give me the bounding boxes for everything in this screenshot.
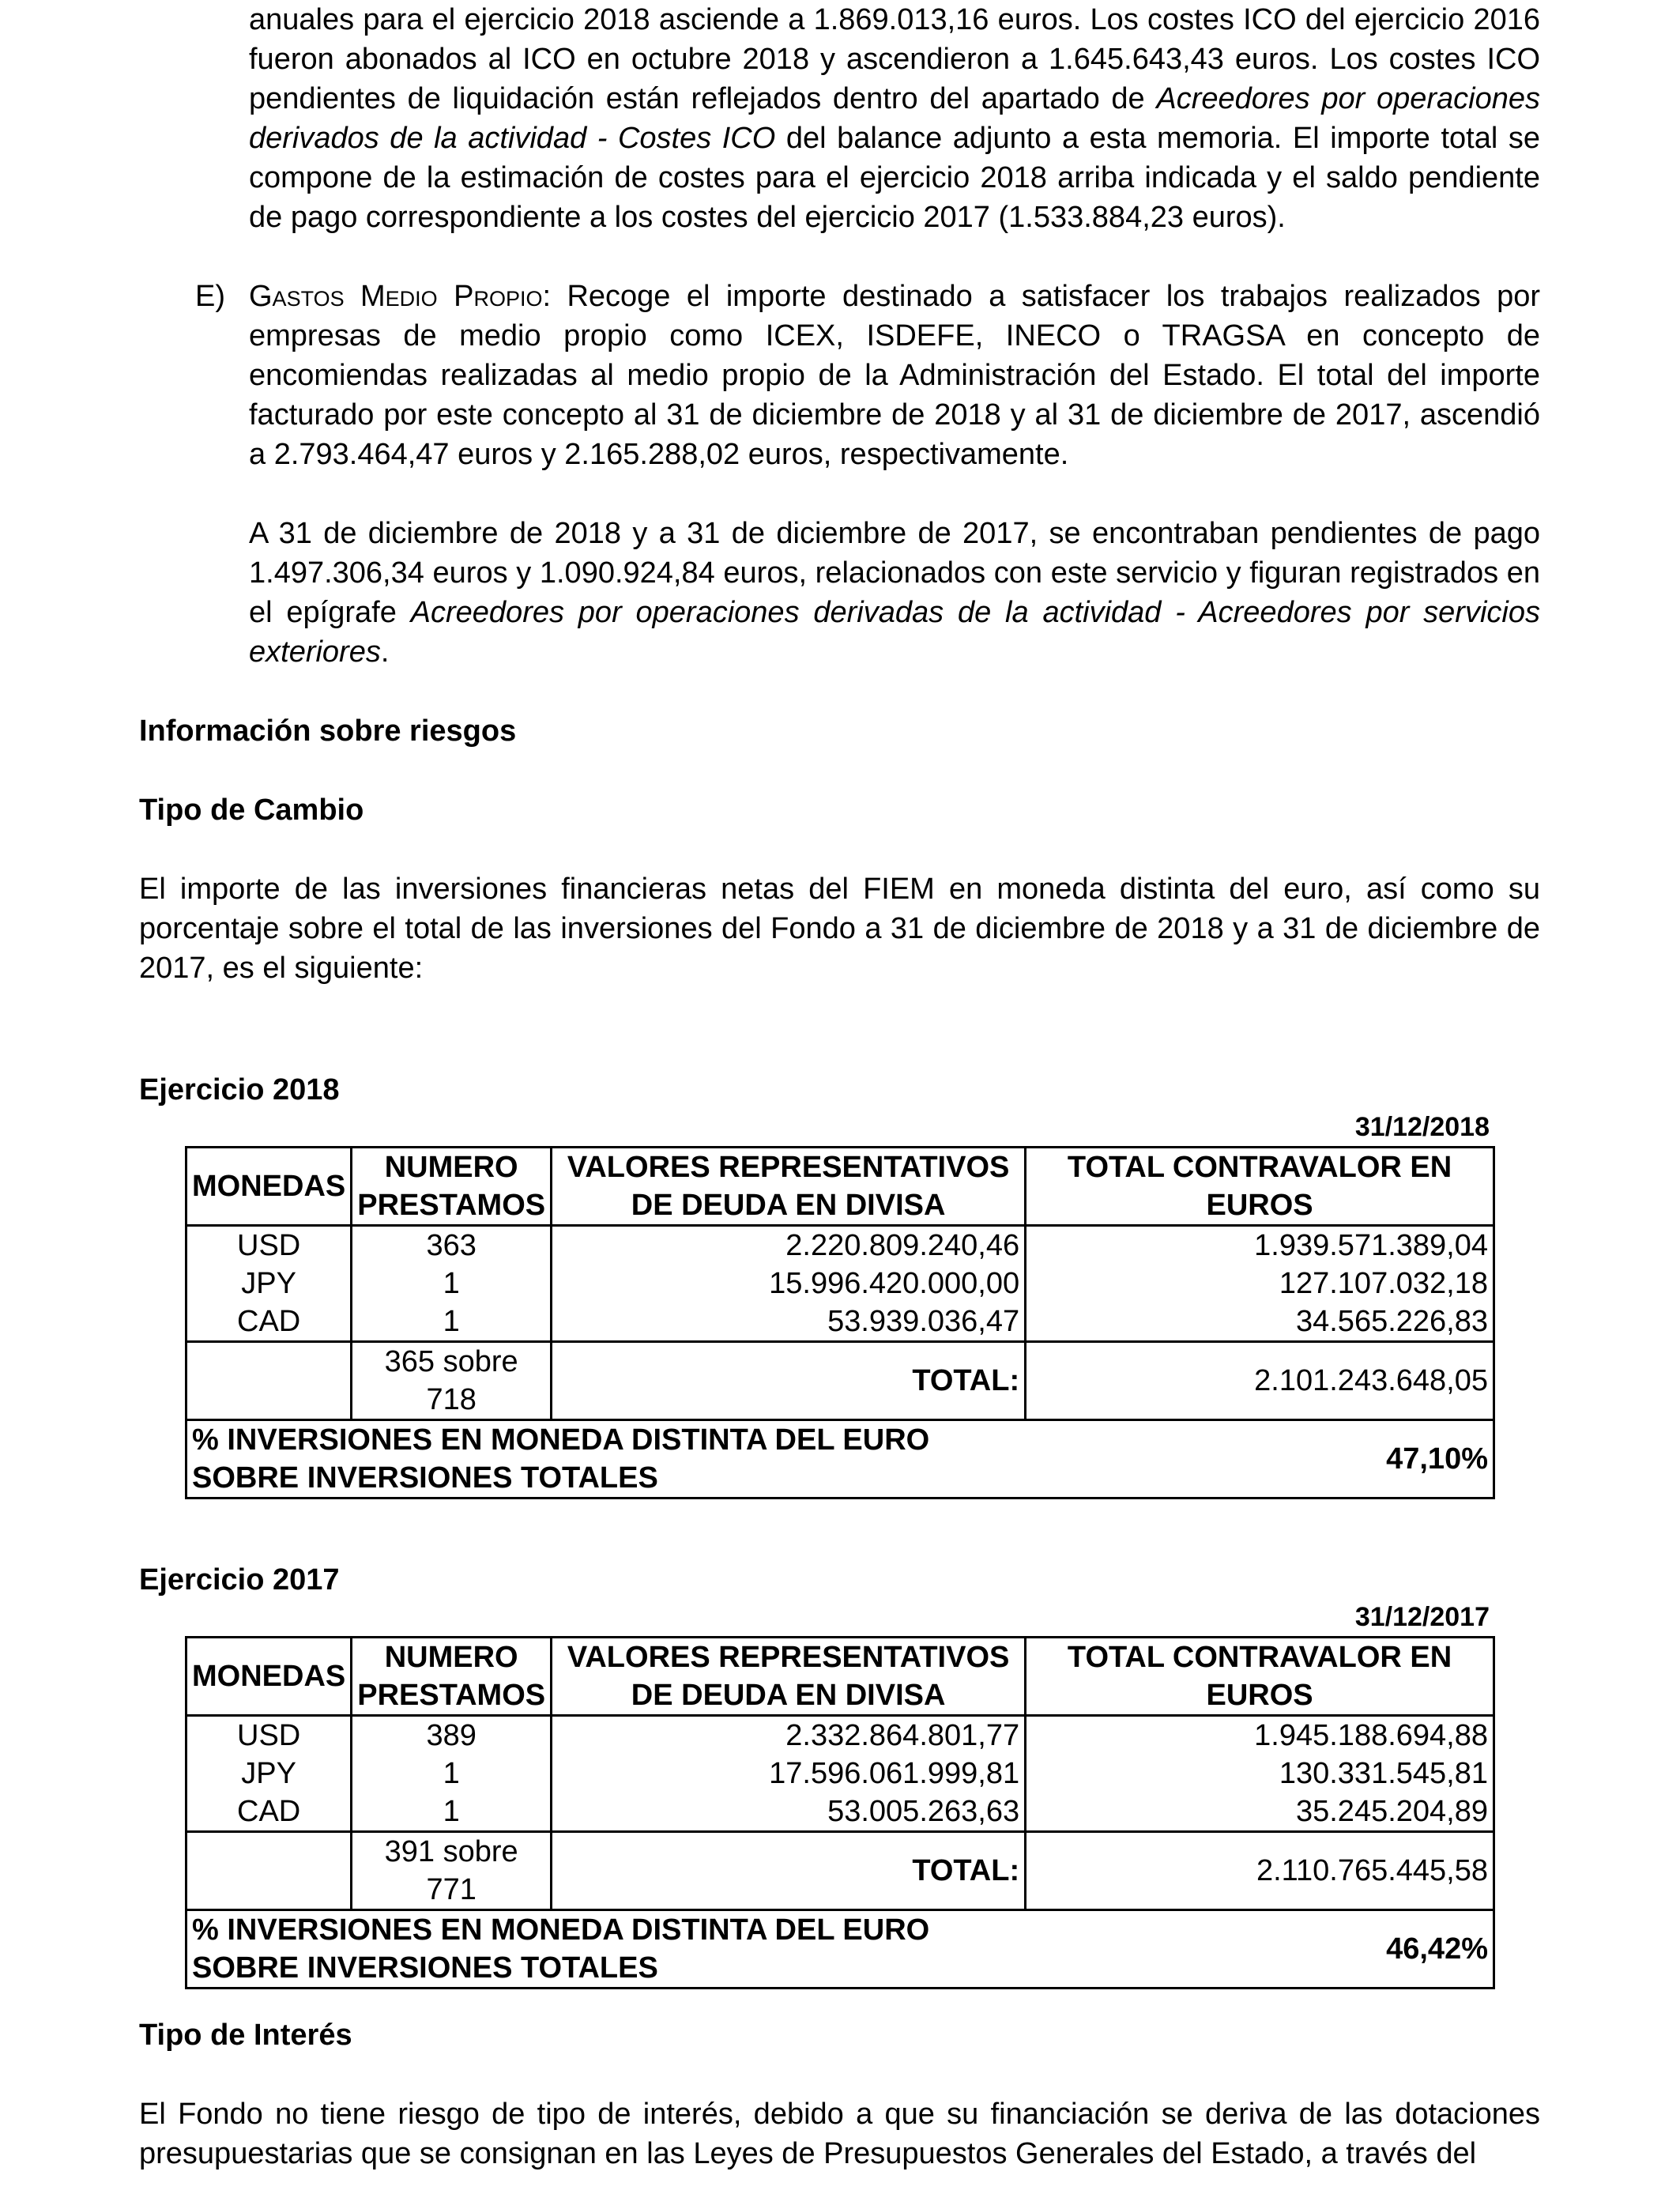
cell-valores: 17.596.061.999,81 bbox=[552, 1755, 1026, 1793]
header-total-contravalor: TOTAL CONTRAVALOR EN EUROS bbox=[1026, 1148, 1494, 1226]
cell-percent-value: 47,10% bbox=[1026, 1420, 1494, 1498]
cell-empty bbox=[186, 1342, 352, 1420]
cell-percent-label: % INVERSIONES EN MONEDA DISTINTA DEL EURO SOBRE INVERSIONES TOTALES bbox=[186, 1910, 1026, 1989]
heading-ejercicio-2018: Ejercicio 2018 bbox=[139, 1073, 340, 1106]
cell-total-label: TOTAL: bbox=[552, 1832, 1026, 1910]
cell-moneda: JPY bbox=[186, 1265, 352, 1302]
cell-numero: 1 bbox=[352, 1755, 552, 1793]
table-header-row bbox=[186, 1148, 1494, 1226]
italic-reference: Acreedores por operaciones derivados de la actividad - Costes ICO bbox=[249, 82, 1540, 155]
paragraph-tipo-interes: El Fondo no tiene riesgo de tipo de interés, debido a que su financiación se deriva de las dotaciones presupuestarias que se consignan en las Leyes de Presupuestos Generales del Estado, a través del bbox=[139, 2098, 1540, 2170]
table-row bbox=[186, 1265, 1494, 1302]
cell-valores: 53.005.263,63 bbox=[552, 1793, 1026, 1832]
header-valores-representativos: VALORES REPRESENTATIVOS DE DEUDA EN DIVISA bbox=[552, 1148, 1026, 1226]
cell-moneda: USD bbox=[186, 1226, 352, 1265]
table-row bbox=[186, 1302, 1494, 1342]
table-row bbox=[186, 1793, 1494, 1832]
cell-percent-label: % INVERSIONES EN MONEDA DISTINTA DEL EURO SOBRE INVERSIONES TOTALES bbox=[186, 1420, 1026, 1498]
cell-moneda: JPY bbox=[186, 1755, 352, 1793]
cell-total: 35.245.204,89 bbox=[1026, 1793, 1494, 1832]
header-monedas: MONEDAS bbox=[186, 1148, 352, 1226]
paragraph-costes-ico bbox=[249, 0, 1540, 237]
table-date-2018: 31/12/2018 bbox=[1354, 1112, 1490, 1142]
table-row bbox=[186, 1755, 1494, 1793]
cell-numero: 1 bbox=[352, 1793, 552, 1832]
heading-ejercicio-2017: Ejercicio 2017 bbox=[139, 1563, 340, 1596]
paragraph-gastos-medio-propio bbox=[249, 277, 1540, 474]
cell-valores: 2.220.809.240,46 bbox=[552, 1226, 1026, 1265]
table-percent-row bbox=[186, 1420, 1494, 1498]
header-total-contravalor: TOTAL CONTRAVALOR EN EUROS bbox=[1026, 1638, 1494, 1716]
currency-table-2018 bbox=[185, 1146, 1495, 1499]
table-total-row bbox=[186, 1342, 1494, 1420]
currency-table-2017 bbox=[185, 1636, 1495, 1989]
paragraph-text: : Recoge el importe destinado a satisfacer los trabajos realizados por empresas de medio propio como ICEX, ISDEFE, INECO o TRAGSA en concepto de encomiendas realizadas al medio propio de la Administración del Estado. El total del importe facturado por este concepto al 31 de diciembre de 2018 y al 31 de diciembre de 2017, ascendió a 2.793.464,47 euros y 2.165.288,02 euros, respectivamente. bbox=[249, 280, 1540, 471]
paragraph-pendientes-pago bbox=[249, 514, 1540, 672]
cell-valores: 15.996.420.000,00 bbox=[552, 1265, 1026, 1302]
header-numero-prestamos: NUMERO PRESTAMOS bbox=[352, 1148, 552, 1226]
header-valores-representativos: VALORES REPRESENTATIVOS DE DEUDA EN DIVISA bbox=[552, 1638, 1026, 1716]
cell-moneda: CAD bbox=[186, 1302, 352, 1342]
paragraph-tipo-cambio: El importe de las inversiones financieras netas del FIEM en moneda distinta del euro, así como su porcentaje sobre el total de las inversiones del Fondo a 31 de diciembre de 2018 y a 31 de diciembre de 2017, es el siguiente: bbox=[139, 873, 1540, 985]
paragraph-text: . bbox=[380, 635, 390, 669]
section-e-title: Gastos Medio Propio bbox=[249, 280, 543, 313]
italic-reference: Acreedores por operaciones derivadas de la actividad - Acreedores por servicios exteriores bbox=[249, 596, 1540, 669]
cell-empty bbox=[186, 1832, 352, 1910]
cell-total: 1.945.188.694,88 bbox=[1026, 1716, 1494, 1755]
table-percent-row bbox=[186, 1910, 1494, 1989]
paragraph-text: anuales para el ejercicio 2018 asciende a 1.869.013,16 euros. Los costes ICO del ejercicio 2016 fueron abonados al ICO en octubre 2018 y ascendieron a 1.645.643,43 euros. Los costes ICO pendientes de liquidación están reflejados dentro del apartado de bbox=[249, 3, 1540, 115]
cell-numero: 1 bbox=[352, 1265, 552, 1302]
cell-moneda: USD bbox=[186, 1716, 352, 1755]
cell-moneda: CAD bbox=[186, 1793, 352, 1832]
cell-numero: 389 bbox=[352, 1716, 552, 1755]
header-numero-prestamos: NUMERO PRESTAMOS bbox=[352, 1638, 552, 1716]
cell-total: 127.107.032,18 bbox=[1026, 1265, 1494, 1302]
cell-valores: 2.332.864.801,77 bbox=[552, 1716, 1026, 1755]
heading-tipo-interes: Tipo de Interés bbox=[139, 2019, 352, 2052]
section-e-label: E) bbox=[195, 280, 225, 313]
cell-total: 1.939.571.389,04 bbox=[1026, 1226, 1494, 1265]
cell-numero: 363 bbox=[352, 1226, 552, 1265]
heading-informacion-riesgos: Información sobre riesgos bbox=[139, 714, 517, 748]
cell-total: 34.565.226,83 bbox=[1026, 1302, 1494, 1342]
table-row bbox=[186, 1716, 1494, 1755]
header-monedas: MONEDAS bbox=[186, 1638, 352, 1716]
cell-total-value: 2.101.243.648,05 bbox=[1026, 1342, 1494, 1420]
cell-valores: 53.939.036,47 bbox=[552, 1302, 1026, 1342]
cell-total: 130.331.545,81 bbox=[1026, 1755, 1494, 1793]
cell-total-value: 2.110.765.445,58 bbox=[1026, 1832, 1494, 1910]
cell-numero: 1 bbox=[352, 1302, 552, 1342]
table-row bbox=[186, 1226, 1494, 1265]
table-total-row bbox=[186, 1832, 1494, 1910]
paragraph-text: A 31 de diciembre de 2018 y a 31 de diciembre de 2017, se encontraban pendientes de pago 1.497.306,34 euros y 1.090.924,84 euros, relacionados con este servicio y figuran registrados en el epígrafe bbox=[249, 517, 1540, 629]
cell-total-label: TOTAL: bbox=[552, 1342, 1026, 1420]
cell-percent-value: 46,42% bbox=[1026, 1910, 1494, 1989]
table-date-2017: 31/12/2017 bbox=[1354, 1602, 1490, 1632]
table-header-row bbox=[186, 1638, 1494, 1716]
cell-sobre: 391 sobre 771 bbox=[352, 1832, 552, 1910]
paragraph-text: del balance adjunto a esta memoria. El importe total se compone de la estimación de costes para el ejercicio 2018 arriba indicada y el saldo pendiente de pago correspondiente a los costes del ejercicio 2017 (1.533.884,23 euros). bbox=[249, 122, 1540, 234]
cell-sobre: 365 sobre 718 bbox=[352, 1342, 552, 1420]
heading-tipo-cambio: Tipo de Cambio bbox=[139, 794, 364, 827]
